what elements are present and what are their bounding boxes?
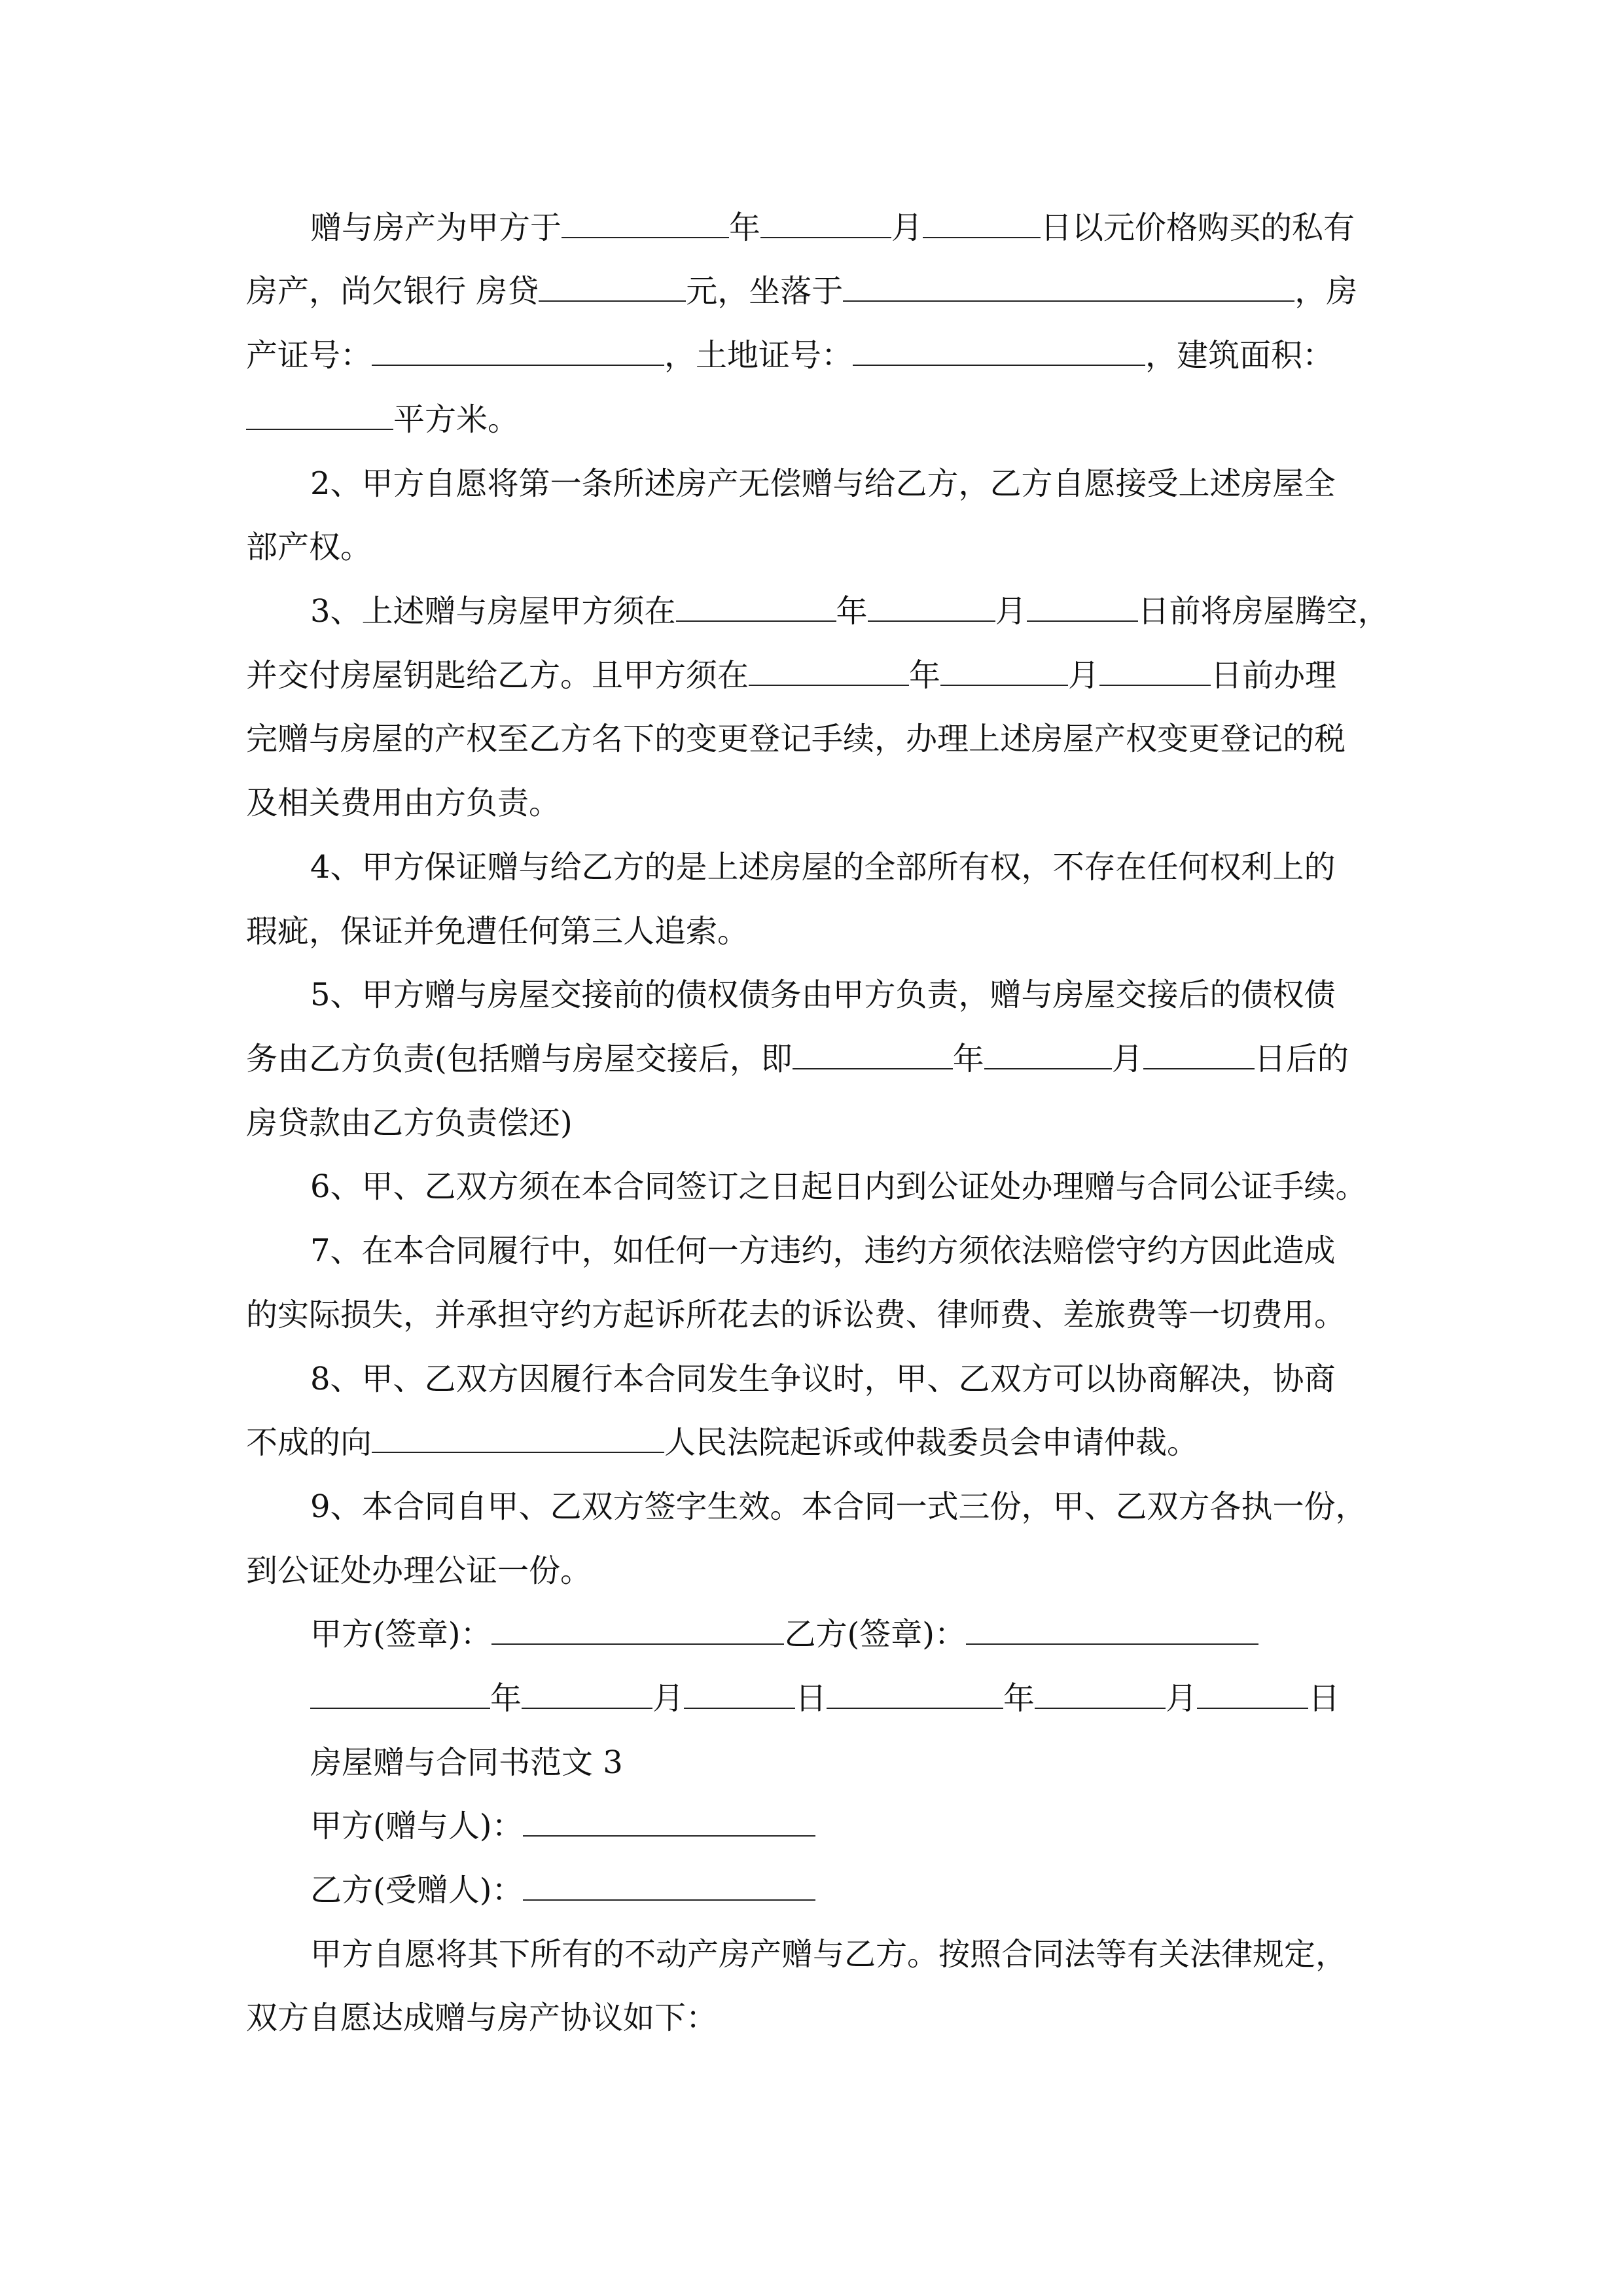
blank-field xyxy=(923,208,1041,238)
para1-line4 xyxy=(246,400,519,439)
para1-text: 平方米。 xyxy=(393,401,520,438)
para5-text: 日后的 xyxy=(1254,1041,1349,1077)
para3-text: 3、上述赠与房屋甲方须在 xyxy=(310,593,676,630)
blank-field xyxy=(984,1039,1112,1069)
blank-field xyxy=(372,1423,664,1453)
para1-line2 xyxy=(246,272,1357,311)
para7-line1: 7、在本合同履行中，如任何一方违约，违约方须依法赔偿守约方因此造成 xyxy=(310,1232,1336,1269)
para3-line2 xyxy=(246,656,1336,695)
month-label: 月 xyxy=(995,593,1027,630)
blank-field xyxy=(1027,592,1138,622)
para1-text: 赠与房产为甲方于 xyxy=(310,209,562,246)
blank-field xyxy=(562,208,729,238)
blank-field xyxy=(1035,1679,1166,1709)
para8-line2 xyxy=(246,1423,1198,1462)
blank-field xyxy=(760,208,891,238)
donor-label: 甲方(赠与人)： xyxy=(310,1808,524,1844)
para6-line1: 6、甲、乙双方须在本合同签订之日起日内到公证处办理赠与合同公证手续。 xyxy=(310,1168,1367,1205)
para5-line1: 5、甲方赠与房屋交接前的债权债务由甲方负责，赠与房屋交接后的债权债 xyxy=(310,977,1336,1013)
blank-field xyxy=(1099,656,1211,686)
signature-field xyxy=(966,1615,1258,1645)
para2-line1: 2、甲方自愿将第一条所述房产无偿赠与给乙方，乙方自愿接受上述房屋全 xyxy=(310,465,1336,502)
donor-line xyxy=(310,1806,815,1846)
year-label: 年 xyxy=(729,209,761,246)
month-label: 月 xyxy=(1068,657,1100,694)
signature-line xyxy=(310,1615,1258,1654)
signature-date-line xyxy=(310,1679,1340,1718)
para1-line3 xyxy=(246,336,1334,375)
para3-text: 日前将房屋腾空， xyxy=(1137,593,1389,630)
para9-line1: 9、本合同自甲、乙双方签字生效。本合同一式三份，甲、乙双方各执一份， xyxy=(310,1488,1367,1525)
blank-field xyxy=(843,272,1294,302)
blank-field xyxy=(310,1679,490,1709)
para5-line2 xyxy=(246,1039,1349,1079)
blank-field xyxy=(940,656,1068,686)
donee-line xyxy=(310,1871,815,1910)
para3-line1 xyxy=(310,592,1389,631)
para1-text: ，土地证号： xyxy=(664,337,853,374)
intro-line1: 甲方自愿将其下所有的不动产房产赠与乙方。按照合同法等有关法律规定， xyxy=(310,1936,1347,1973)
para3-text: 日前办理 xyxy=(1211,657,1337,694)
para5-line3: 房贷款由乙方负责偿还) xyxy=(246,1105,573,1141)
blank-field xyxy=(522,1679,652,1709)
para4-line1: 4、甲方保证赠与给乙方的是上述房屋的全部所有权，不存在任何权利上的 xyxy=(310,849,1336,886)
day-label: 日 xyxy=(1308,1680,1340,1717)
blank-field xyxy=(793,1039,953,1069)
para3-text: 并交付房屋钥匙给乙方。且甲方须在 xyxy=(246,657,749,694)
month-label: 月 xyxy=(1166,1680,1198,1717)
year-label: 年 xyxy=(952,1041,984,1077)
blank-field xyxy=(1197,1679,1308,1709)
para1-text: 元，坐落于 xyxy=(686,273,844,310)
para1-text: 日以元价格购买的私有 xyxy=(1041,209,1355,246)
para1-text: ，房 xyxy=(1294,273,1358,310)
day-label: 日 xyxy=(795,1680,827,1717)
para5-text: 务由乙方负责(包括赠与房屋交接后，即 xyxy=(246,1041,793,1077)
para1-text: 房产，尚欠银行 房贷 xyxy=(246,273,539,310)
intro-line2: 双方自愿达成赠与房产协议如下： xyxy=(246,2000,718,2036)
donee-label: 乙方(受赠人)： xyxy=(310,1872,524,1909)
year-label: 年 xyxy=(909,657,941,694)
para8-line1: 8、甲、乙双方因履行本合同发生争议时，甲、乙双方可以协商解决，协商 xyxy=(310,1361,1336,1397)
para4-line2: 瑕疵，保证并免遭任何第三人追索。 xyxy=(246,913,749,950)
para9-line2: 到公证处办理公证一份。 xyxy=(246,1552,592,1589)
blank-field xyxy=(1143,1039,1255,1069)
donor-field xyxy=(523,1806,815,1837)
para8-text: 人民法院起诉或仲裁委员会申请仲裁。 xyxy=(664,1424,1199,1461)
section-title: 房屋赠与合同书范文 3 xyxy=(310,1744,623,1781)
month-label: 月 xyxy=(891,209,923,246)
year-label: 年 xyxy=(836,593,868,630)
para8-text: 不成的向 xyxy=(246,1424,372,1461)
para3-line4: 及相关费用由方负责。 xyxy=(246,785,561,821)
para1-text: 产证号： xyxy=(246,337,372,374)
blank-field xyxy=(372,336,664,366)
blank-field xyxy=(749,656,909,686)
blank-field xyxy=(539,272,686,302)
blank-field xyxy=(684,1679,795,1709)
blank-field xyxy=(246,400,393,430)
year-label: 年 xyxy=(490,1680,522,1717)
blank-field xyxy=(868,592,995,622)
year-label: 年 xyxy=(1003,1680,1035,1717)
blank-field xyxy=(676,592,836,622)
month-label: 月 xyxy=(1111,1041,1143,1077)
month-label: 月 xyxy=(652,1680,685,1717)
signature-field xyxy=(491,1615,784,1645)
blank-field xyxy=(853,336,1145,366)
party-b-signature-label: 乙方(签章)： xyxy=(784,1616,966,1653)
para2-line2: 部产权。 xyxy=(246,529,372,565)
para1-text: ，建筑面积： xyxy=(1145,337,1334,374)
blank-field xyxy=(827,1679,1003,1709)
para1-line1 xyxy=(310,208,1355,247)
donee-field xyxy=(523,1871,815,1901)
para3-line3: 完赠与房屋的产权至乙方名下的变更登记手续，办理上述房屋产权变更登记的税 xyxy=(246,721,1346,757)
para7-line2: 的实际损失，并承担守约方起诉所花去的诉讼费、律师费、差旅费等一切费用。 xyxy=(246,1297,1346,1333)
party-a-signature-label: 甲方(签章)： xyxy=(310,1616,492,1653)
